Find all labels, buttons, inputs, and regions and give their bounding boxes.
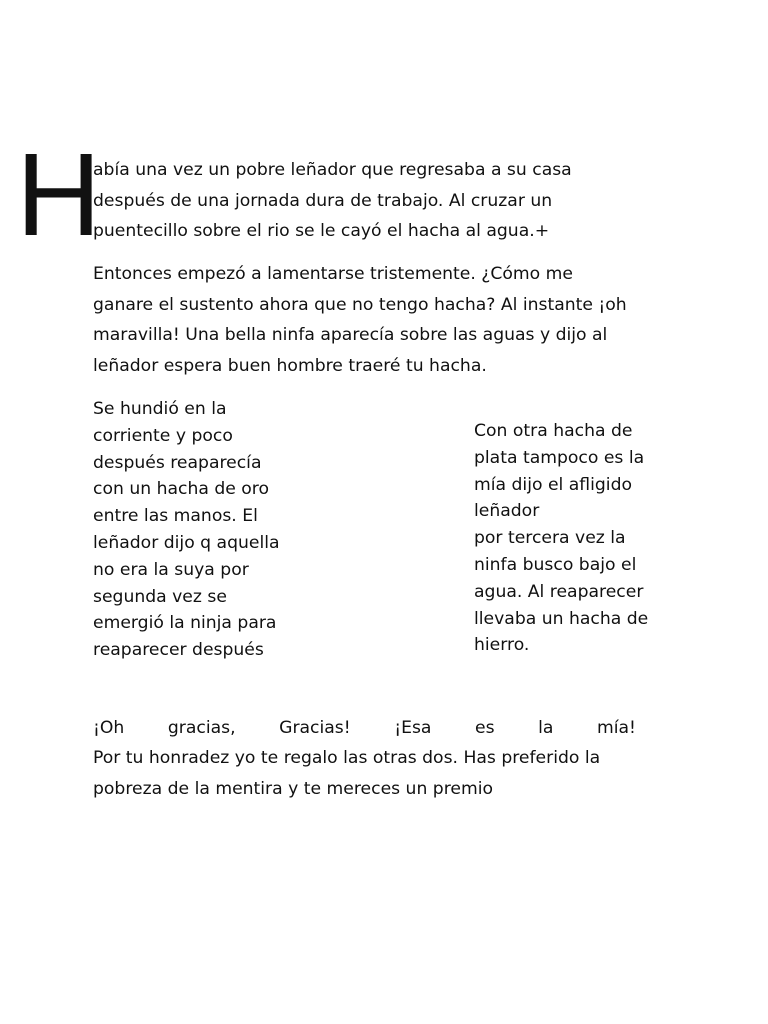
left-column-paragraph (93, 396, 280, 664)
intro-line: puentecillo sobre el rio se le cayó el hacha al agua.+ (93, 221, 550, 242)
left-column-line: con un hacha de oro (93, 479, 270, 500)
drop-cap-letter: H (16, 129, 100, 261)
left-column-line: después reaparecía (93, 452, 262, 473)
closing-line: Por tu honradez yo te regalo las otras dos. Has preferido la (93, 748, 601, 768)
right-column-line: leñador (474, 501, 540, 522)
left-column-line: emergió la ninja para (93, 613, 277, 634)
closing-paragraph (93, 743, 600, 804)
right-column-line: ninfa busco bajo el (474, 554, 637, 575)
right-column-line: agua. Al reaparecer (474, 581, 644, 602)
right-column-line: plata tampoco es la (474, 447, 645, 468)
left-column-line: entre las manos. El (93, 506, 258, 527)
closing-line: pobreza de la mentira y te mereces un premio (93, 778, 494, 799)
lament-line: Entonces empezó a lamentarse tristemente. ¿Cómo me (93, 264, 573, 284)
right-column-line: mía dijo el afligido (474, 474, 633, 495)
exclamation-word: la (538, 718, 554, 738)
lament-line: leñador espera buen hombre traeré tu hacha. (93, 355, 487, 376)
exclamation-word: gracias, (167, 718, 236, 738)
exclamation-word: ¡Oh (93, 718, 125, 738)
intro-line: después de una jornada dura de trabajo. Al cruzar un (93, 190, 553, 211)
exclamation-word: es (475, 718, 495, 738)
lament-paragraph (93, 259, 627, 381)
lament-line: maravilla! Una bella ninfa aparecía sobre las aguas y dijo al (93, 325, 608, 346)
left-column-line: reaparecer después (93, 640, 264, 661)
left-column-line: segunda vez se (93, 586, 227, 607)
right-column-line: llevaba un hacha de (474, 608, 649, 629)
right-column-paragraph (474, 418, 648, 659)
exclamation-word: Gracias! (279, 718, 351, 738)
lament-line: ganare el sustento ahora que no tengo hacha? Al instante ¡oh (93, 294, 627, 315)
left-column-line: leñador dijo q aquella (93, 532, 280, 553)
right-column-line: hierro. (474, 635, 530, 656)
exclamation-word: mía! (597, 718, 636, 738)
right-column-line: por tercera vez la (474, 528, 626, 549)
intro-paragraph (93, 155, 572, 247)
exclamation-line (93, 713, 636, 744)
left-column-line: Se hundió en la (93, 399, 227, 419)
left-column-line: no era la suya por (93, 559, 249, 580)
right-column-line: Con otra hacha de (474, 421, 633, 441)
intro-line: abía una vez un pobre leñador que regresaba a su casa (93, 160, 572, 180)
left-column-line: corriente y poco (93, 425, 233, 446)
exclamation-word: ¡Esa (394, 718, 432, 738)
